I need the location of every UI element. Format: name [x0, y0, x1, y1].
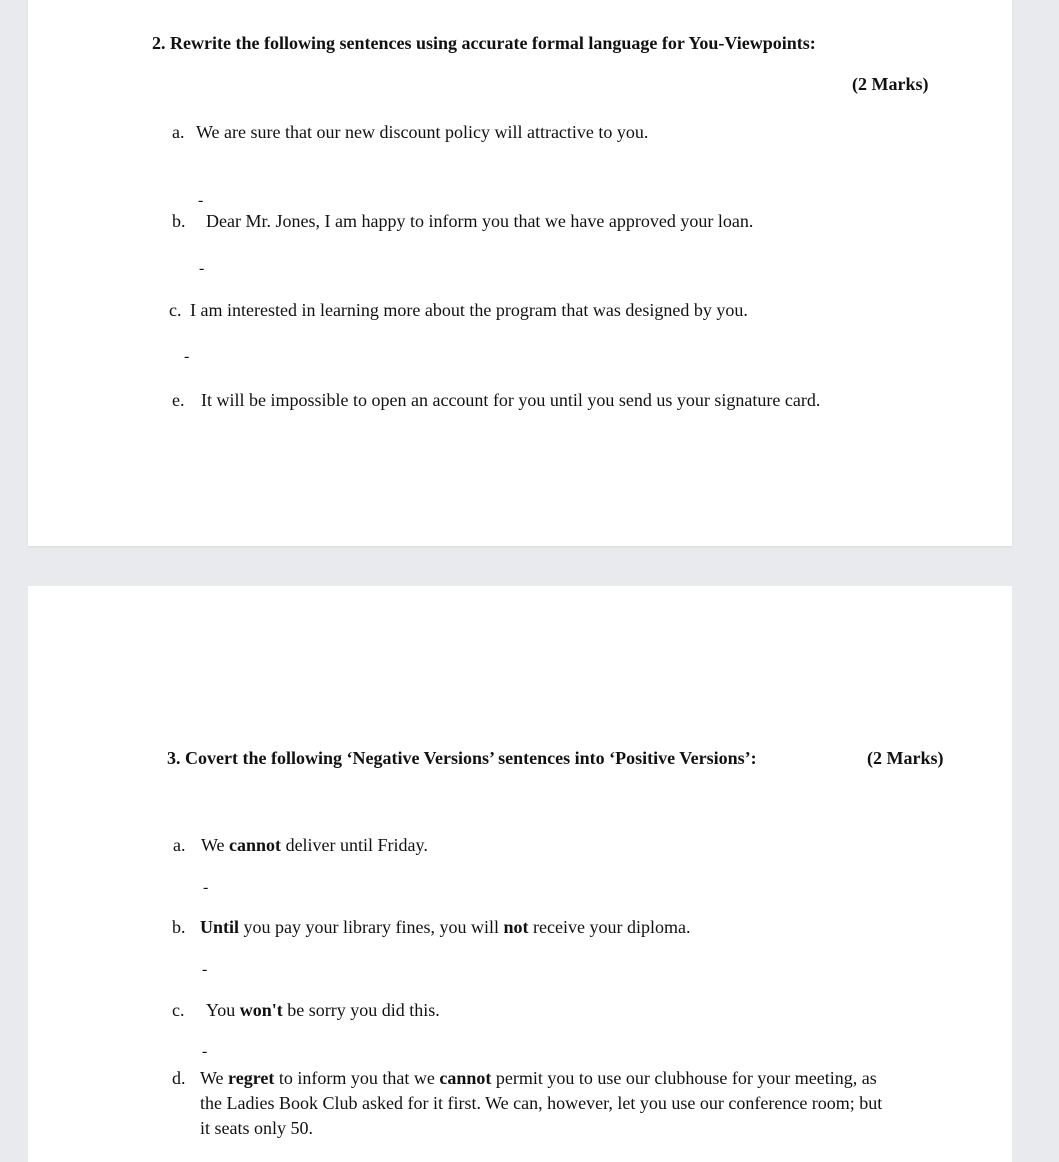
q3-item-a-marker: a.: [173, 835, 186, 855]
q2-item-a: [172, 120, 648, 145]
question-2-heading: [152, 31, 816, 56]
question-3-marks: (2 Marks): [867, 748, 944, 768]
q2-item-b-marker: b.: [172, 211, 186, 231]
q3-answer-dash-c: -: [202, 1043, 208, 1060]
q2-item-a-text: We are sure that our new discount policy will attractive to you.: [196, 122, 649, 142]
q3-item-a-text-2: deliver until Friday.: [281, 835, 428, 855]
question-2-title: Rewrite the following sentences using accurate formal language for You-Viewpoints:: [170, 33, 816, 53]
q3-item-d-text-3: permit you to use our clubhouse for your meeting, as: [491, 1068, 877, 1088]
q3-item-d-marker: d.: [172, 1068, 186, 1088]
q2-item-c: [169, 298, 748, 323]
q3-item-d-text-1: We: [200, 1068, 229, 1088]
q3-item-a-bold-1: cannot: [229, 835, 282, 855]
q2-item-c-marker: c.: [169, 300, 182, 320]
question-3-number: 3.: [167, 748, 181, 768]
q3-item-b-bold-1: Until: [200, 917, 240, 937]
q2-item-e-marker: e.: [172, 390, 185, 410]
q2-item-e: [172, 388, 820, 413]
q3-item-b-text-2: receive your diploma.: [528, 917, 691, 937]
q2-answer-dash-b: -: [199, 260, 205, 277]
document-page-2: [28, 586, 1012, 1162]
q3-item-d-line-2: the Ladies Book Club asked for it first. We can, however, let you use our conference room; but: [200, 1093, 883, 1113]
q3-item-b-text-1: you pay your library fines, you will: [239, 917, 504, 937]
question-3-title: Covert the following ‘Negative Versions’ sentences into ‘Positive Versions’:: [185, 748, 757, 768]
q2-answer-dash-c: -: [184, 348, 190, 365]
q3-item-d-bold-2: cannot: [439, 1068, 492, 1088]
q3-item-b-marker: b.: [172, 917, 186, 937]
q3-item-b: [172, 915, 690, 940]
q2-item-e-text: It will be impossible to open an account for you until you send us your signature card.: [201, 390, 821, 410]
q3-item-c-bold-1: won't: [239, 1000, 283, 1020]
q3-item-d-text-2: to inform you that we: [274, 1068, 440, 1088]
q3-answer-dash-a: -: [203, 879, 209, 896]
q3-item-a-text-1: We: [201, 835, 230, 855]
q3-item-d: [172, 1066, 877, 1091]
q2-answer-dash-a: -: [198, 192, 204, 209]
q3-item-d-line-3: it seats only 50.: [200, 1118, 313, 1138]
question-2-marks: (2 Marks): [852, 74, 929, 94]
q3-item-b-bold-2: not: [503, 917, 529, 937]
q2-item-c-text: I am interested in learning more about the program that was designed by you.: [190, 300, 748, 320]
q3-answer-dash-b: -: [202, 961, 208, 978]
q3-item-a: [173, 833, 428, 858]
q3-item-c-marker: c.: [172, 1000, 185, 1020]
q2-item-b: [172, 209, 753, 234]
question-2-number: 2.: [152, 33, 166, 53]
q2-item-b-text: Dear Mr. Jones, I am happy to inform you that we have approved your loan.: [206, 211, 754, 231]
q3-item-c-text-2: be sorry you did this.: [282, 1000, 440, 1020]
document-page-1: [28, 0, 1012, 546]
q3-item-c: [172, 998, 440, 1023]
q3-item-d-bold-1: regret: [228, 1068, 275, 1088]
q2-item-a-marker: a.: [172, 122, 185, 142]
question-3-heading: [167, 746, 757, 771]
q3-item-c-text-1: You: [206, 1000, 240, 1020]
